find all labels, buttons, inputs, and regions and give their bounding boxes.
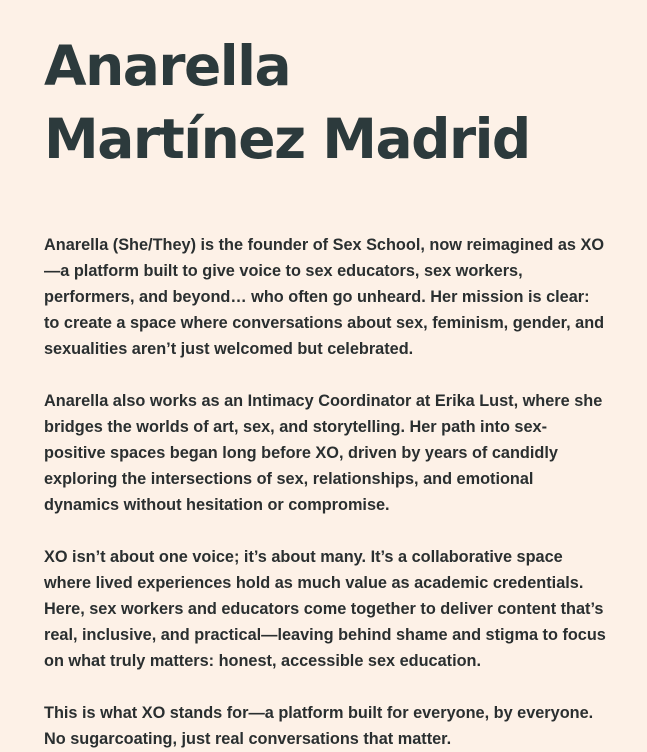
bio-paragraph-1: Anarella (She/They) is the founder of Sex School, now reimagined as XO—a platform built to give voice to sex educators, sex workers, performers, and beyond… who often go unheard. Her mission is clear: to create a space where conversations about sex, feminism, gender, and sexualities aren’t just welcomed but celebrated. xyxy=(44,236,605,358)
bio-paragraph-3: XO isn’t about one voice; it’s about many. It’s a collaborative space where lived experiences hold as much value as academic credentials. Here, sex workers and educators come together to deliver content that’s real, inclusive, and practical—leaving behind shame and stigma to focus on what truly matters: honest, accessible sex education. xyxy=(44,548,606,670)
bio-text xyxy=(44,232,607,752)
title-line-2: Martínez Madrid xyxy=(44,107,530,171)
title-line-1: Anarella xyxy=(44,34,291,98)
page-title xyxy=(44,30,607,176)
bio-paragraph-4: This is what XO stands for—a platform built for everyone, by everyone. No sugarcoating, just real conversations that matter. xyxy=(44,704,594,748)
bio-paragraph-2: Anarella also works as an Intimacy Coordinator at Erika Lust, where she bridges the worlds of art, sex, and storytelling. Her path into sex-positive spaces began long before XO, driven by years of candidly exploring the intersections of sex, relationships, and emotional dynamics without hesitation or compromise. xyxy=(44,392,603,514)
